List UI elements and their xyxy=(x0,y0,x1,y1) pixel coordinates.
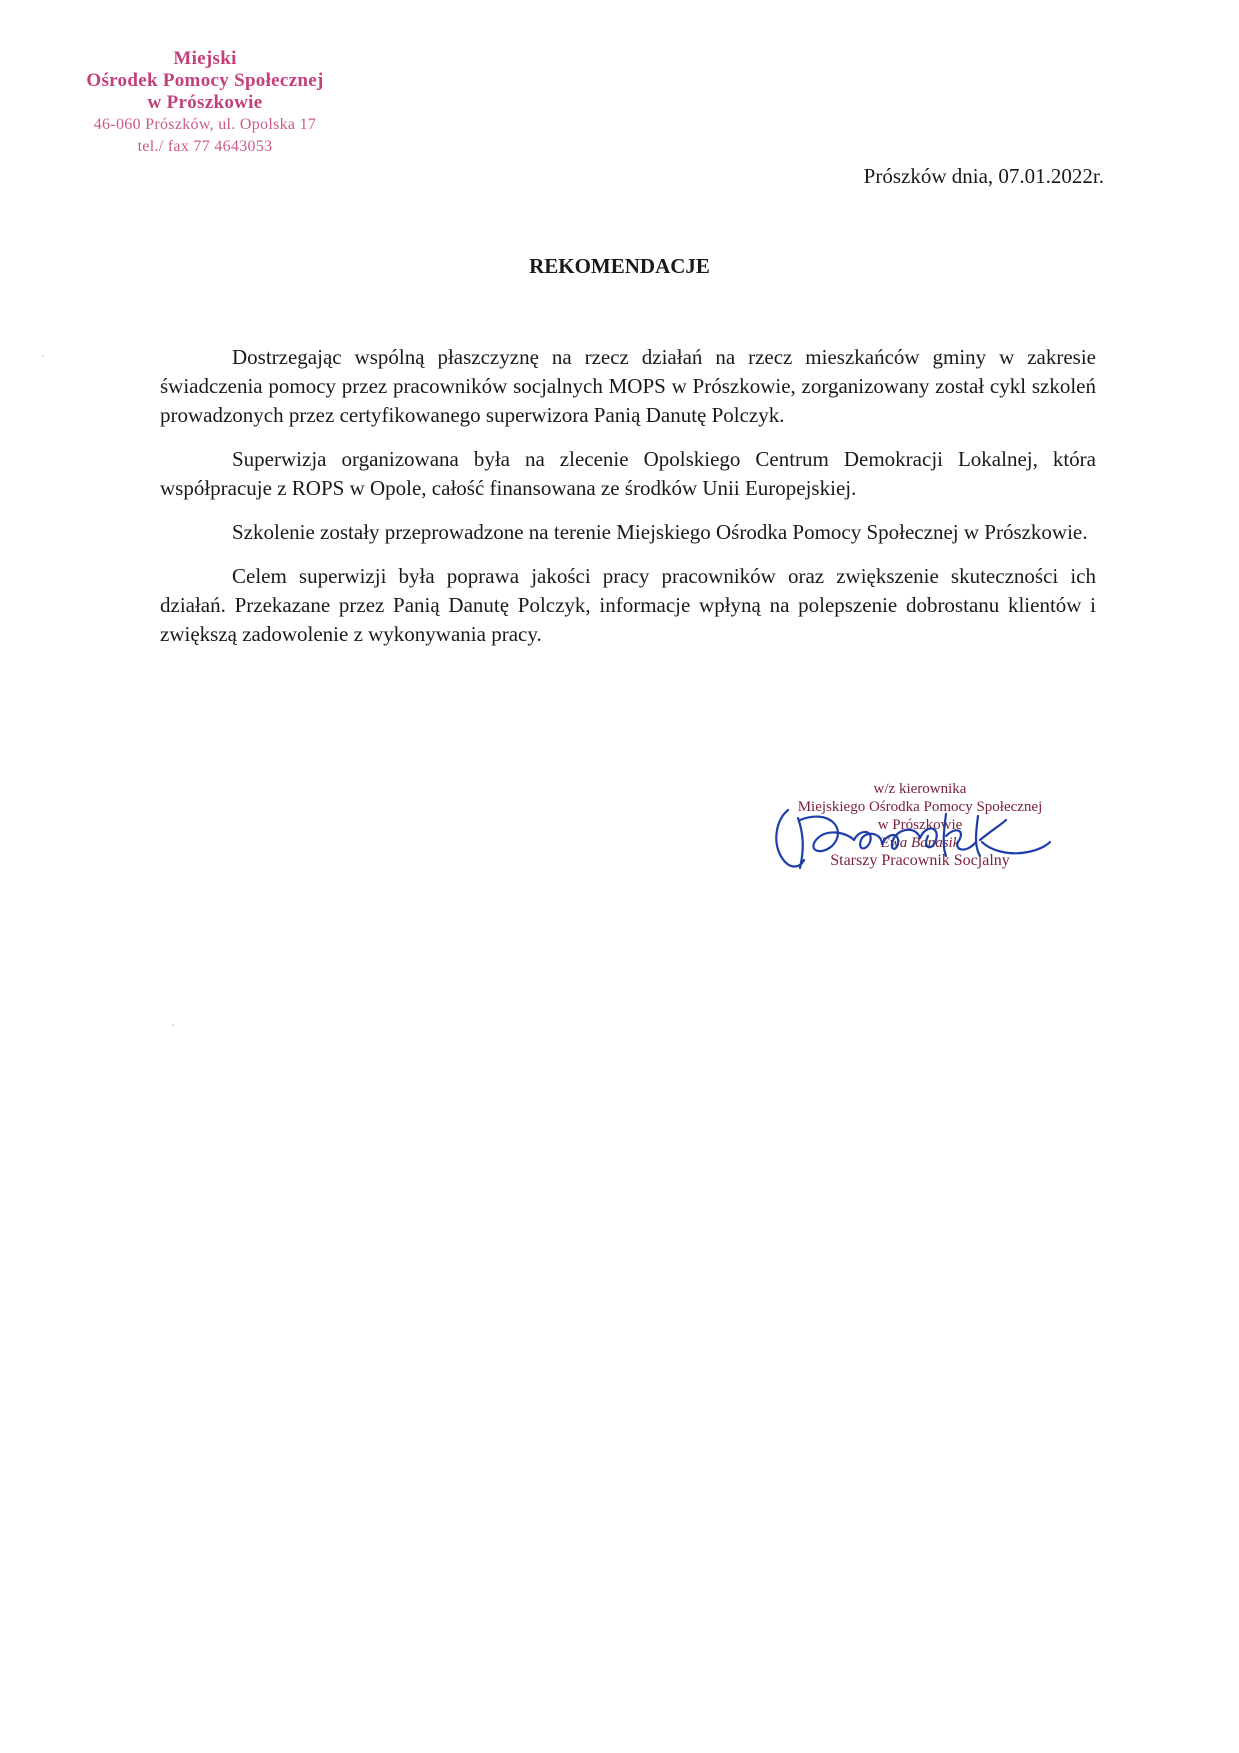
sig-stamp-line-2: Miejskiego Ośrodka Pomocy Społecznej xyxy=(797,799,1043,815)
stamp-line-1: Miejski xyxy=(173,48,237,69)
sig-stamp-line-3: w Prószkowie xyxy=(877,817,963,833)
stamp-line-3: w Prószkowie xyxy=(147,92,263,113)
handwritten-signature xyxy=(770,780,1070,900)
sig-stamp-role: Starszy Pracownik Socjalny xyxy=(830,852,1010,869)
signature-block xyxy=(770,780,1070,900)
stamp-address: 46-060 Prószków, ul. Opolska 17 xyxy=(93,116,317,133)
scan-speck xyxy=(172,1024,174,1026)
scan-speck xyxy=(42,355,44,357)
paragraph-4: Celem superwizji była poprawa jakości pracy pracowników oraz zwiększenie skuteczności ich działań. Przekazane przez Panią Danutę Polczyk, informacje wpłyną na polepszenie dobrostanu klientów i zwiększą zadowolenie z wykonywania pracy. xyxy=(160,564,1096,646)
paragraph-3: Szkolenie zostały przeprowadzone na terenie Miejskiego Ośrodka Pomocy Społecznej w Prószkowie. xyxy=(232,520,1088,544)
sig-stamp-name: Ewa Banasik xyxy=(880,835,960,851)
document-body xyxy=(160,343,1096,664)
header-stamp xyxy=(70,48,340,158)
stamp-line-2: Ośrodek Pomocy Społecznej xyxy=(86,70,324,91)
paragraph-2: Superwizja organizowana była na zlecenie Opolskiego Centrum Demokracji Lokalnej, która współpracuje z ROPS w Opole, całość finansowana ze środków Unii Europejskiej. xyxy=(160,447,1096,500)
stamp-phone: tel./ fax 77 4643053 xyxy=(137,138,273,155)
document-date: Prószków dnia, 07.01.2022r. xyxy=(863,164,1104,188)
paragraph-1: Dostrzegając wspólną płaszczyznę na rzecz działań na rzecz mieszkańców gminy w zakresie świadczenia pomocy przez pracowników socjalnych MOPS w Prószkowie, zorganizowany został cykl szkoleń prowadzonych przez certyfikowanego superwizora Panią Danutę Polczyk. xyxy=(160,345,1096,427)
sig-stamp-line-1: w/z kierownika xyxy=(873,781,967,797)
document-title: REKOMENDACJE xyxy=(529,254,710,278)
